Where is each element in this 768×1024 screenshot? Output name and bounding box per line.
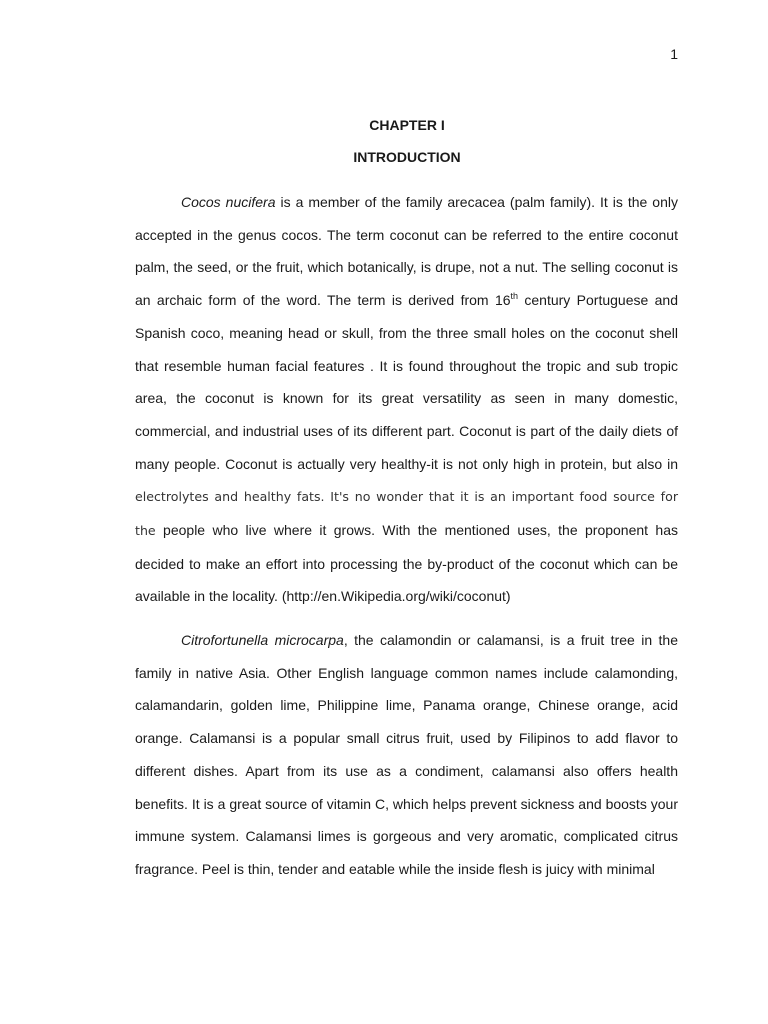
species-name-citrofortunella: Citrofortunella microcarpa <box>181 632 344 648</box>
paragraph-text: is a member of the family arecacea (palm family). It is the only accepted in the genus cocos. The term coconut can be referred to the entire coconut palm, the seed, or the fruit, which botanically, is drupe, not a nut. The selling coconut is an archaic form of the word. The term is derived from 16 <box>135 194 678 309</box>
page-number: 1 <box>670 46 678 62</box>
section-title: INTRODUCTION <box>353 149 461 165</box>
paragraph-coconut <box>135 186 678 613</box>
paragraph-text: , the calamondin or calamansi, is a fruit tree in the family in native Asia. Other English language common names include calamonding, calamandarin, golden lime, Philippine lime, Panama orange, Chinese orange, acid orange. Calamansi is a popular small citrus fruit, used by Filipinos to add flavor to different dishes. Apart from its use as a condiment, calamansi also offers health benefits. It is a great source of vitamin C, which helps prevent sickness and boosts your immune system. Calamansi limes is gorgeous and very aromatic, complicated citrus fragrance. Peel is thin, tender and eatable while the inside flesh is juicy with minimal <box>135 632 678 877</box>
species-name-cocos: Cocos nucifera <box>181 194 276 210</box>
paragraph-text: people who live where it grows. With the mentioned uses, the proponent has decided to make an effort into processing the by-product of the coconut which can be available in the locality. (http://en.Wikipedia.org/wiki/coconut) <box>135 522 678 605</box>
paragraph-text-alt-font: electrolytes and healthy fats. It's no wonder that it is an important food source for the <box>135 489 678 539</box>
chapter-heading: CHAPTER I <box>369 117 445 133</box>
paragraph-calamansi <box>135 624 678 886</box>
superscript: th <box>510 291 519 302</box>
paragraph-text: century Portuguese and Spanish coco, meaning head or skull, from the three small holes on the coconut shell that resemble human facial features . It is found throughout the tropic and sub tropic area, the coconut is known for its great versatility as seen in many domestic, commercial, and industrial uses of its different part. Coconut is part of the daily diets of many people. Coconut is actually very healthy-it is not only high in protein, but also in <box>135 292 678 472</box>
